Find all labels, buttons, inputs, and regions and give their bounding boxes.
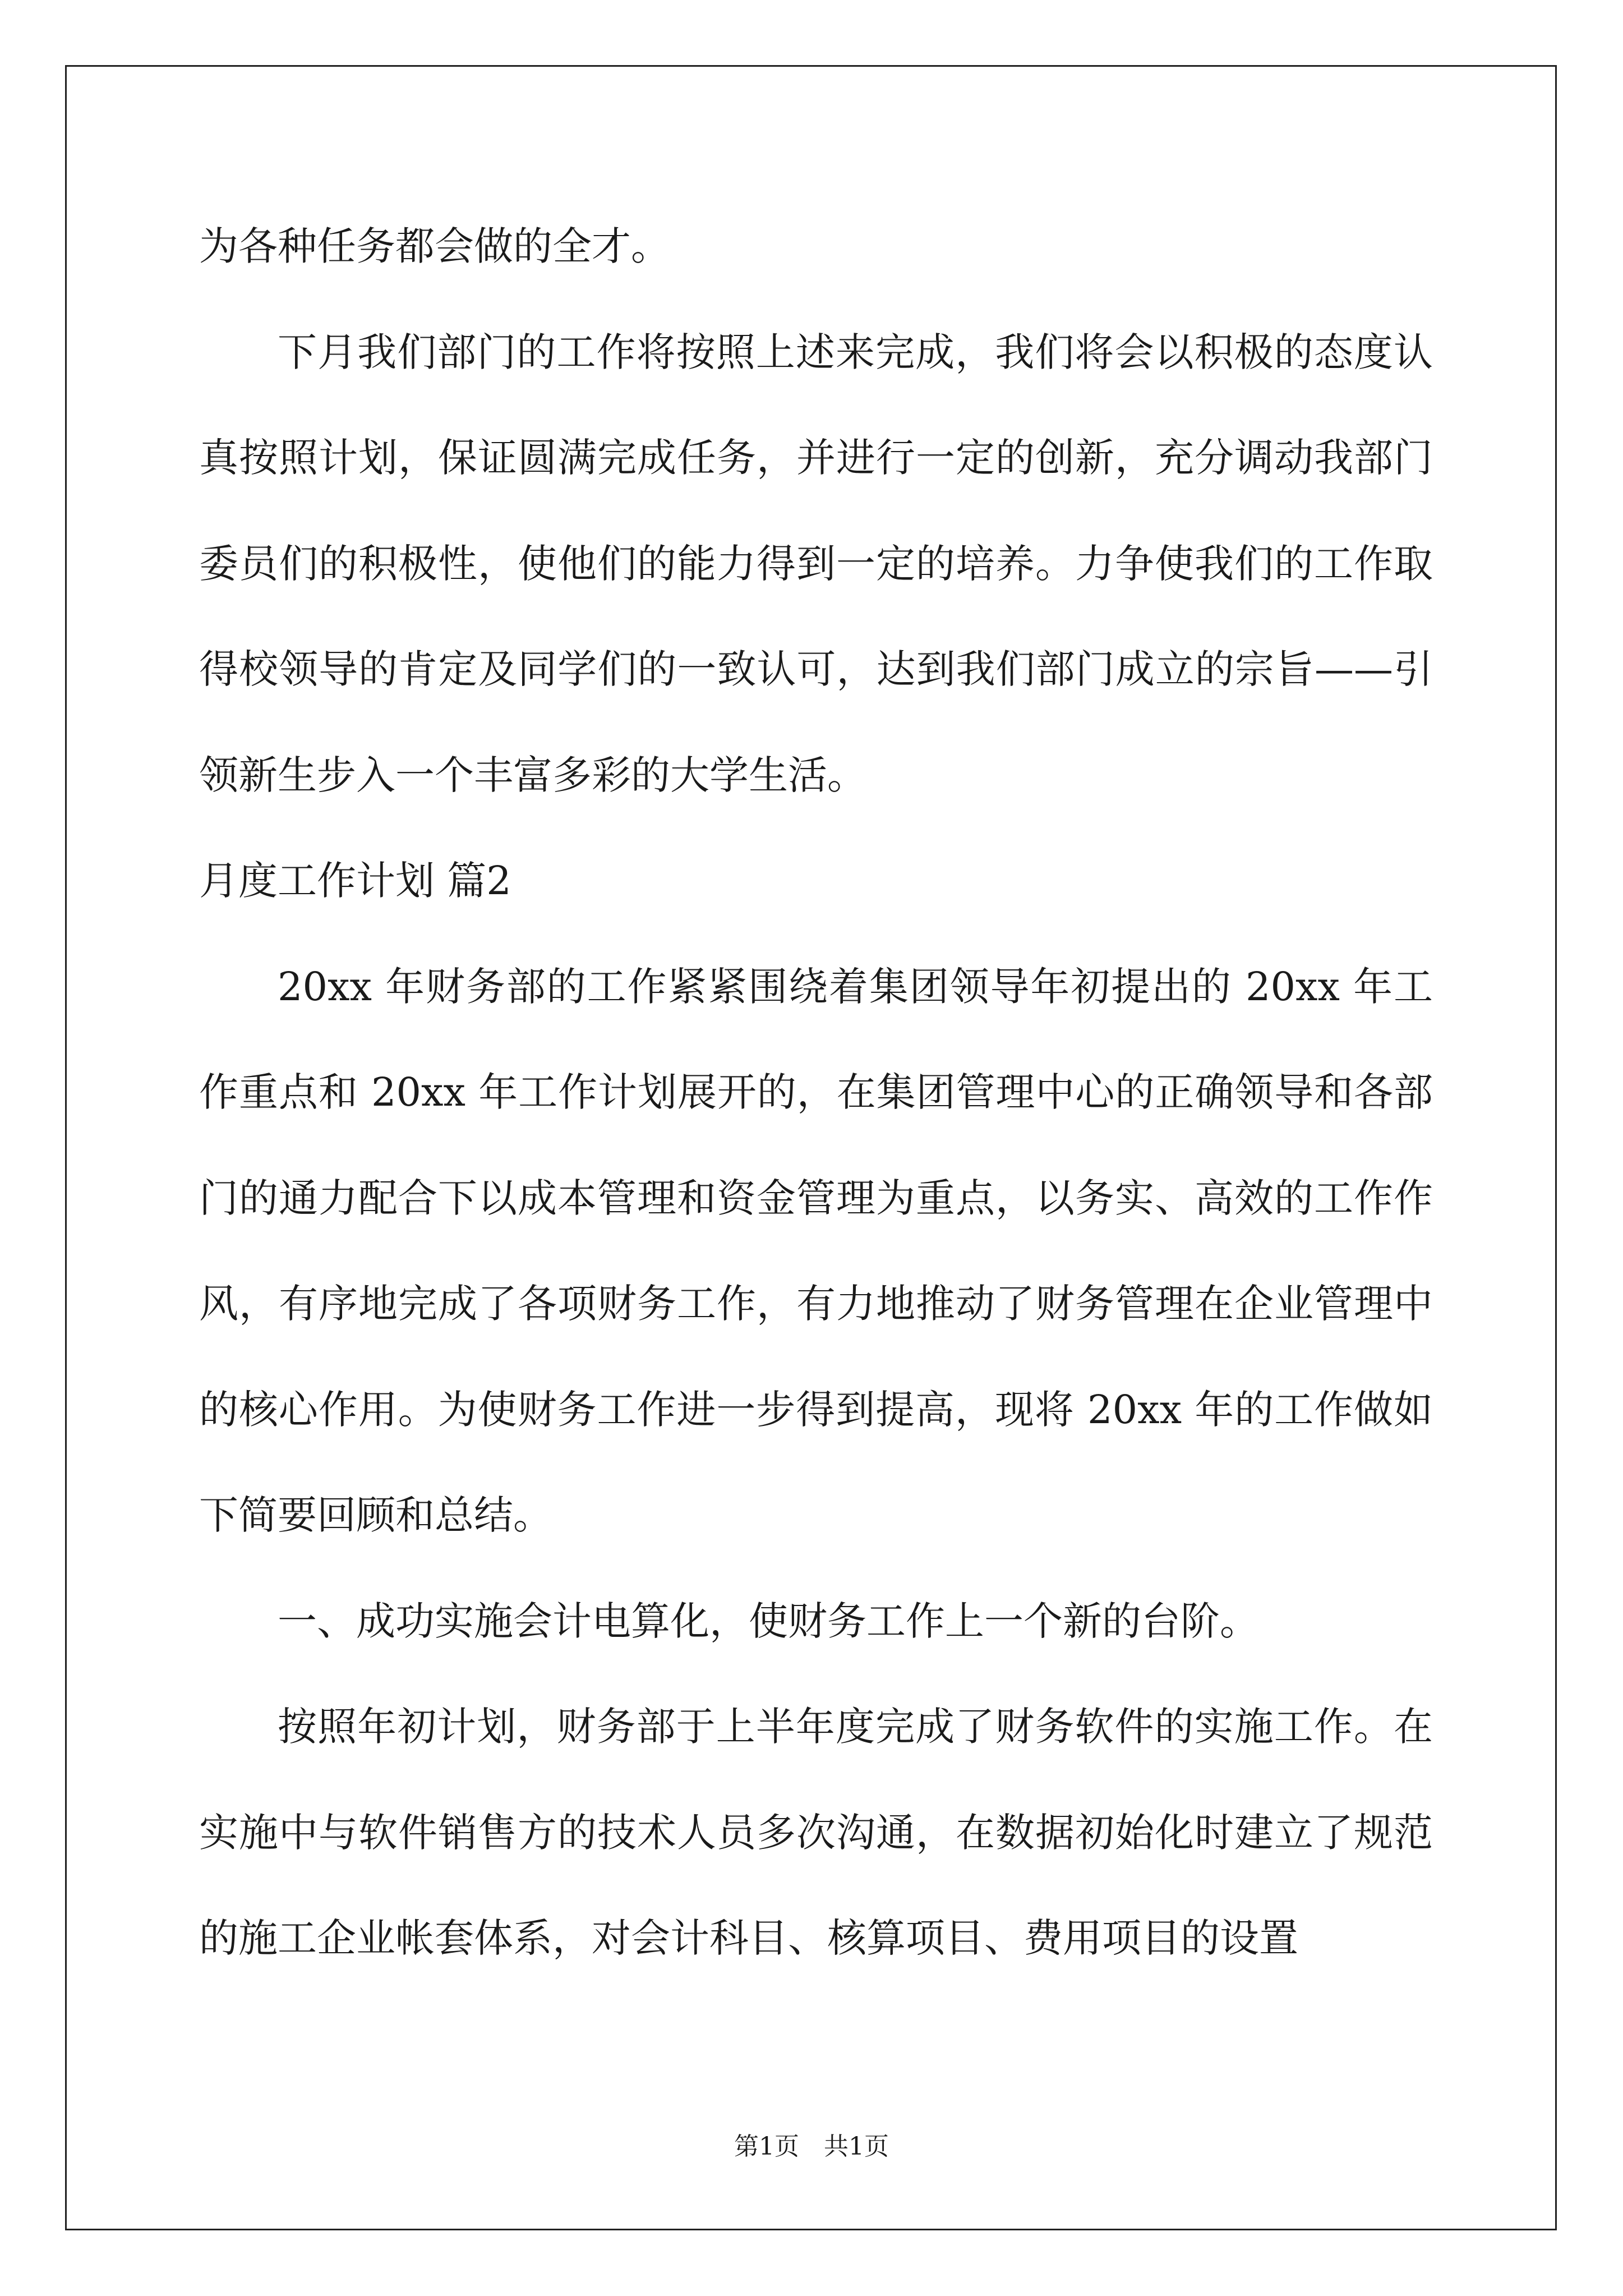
- document-body: [199, 194, 1433, 1991]
- paragraph-5: 按照年初计划，财务部于上半年度完成了财务软件的实施工作。在实施中与软件销售方的技术人员多次沟通，在数据初始化时建立了规范的施工企业帐套体系，对会计科目、核算项目、费用项目的设置: [199, 1704, 1433, 1961]
- page-footer: 第1页 共1页: [734, 2132, 889, 2161]
- section-heading: 月度工作计划 篇2: [199, 858, 511, 904]
- paragraph-2: 下月我们部门的工作将按照上述来完成，我们将会以积极的态度认真按照计划，保证圆满完成任务，并进行一定的创新，充分调动我部门委员们的积极性，使他们的能力得到一定的培养。力争使我们的工作取得校领导的肯定及同学们的一致认可，达到我们部门成立的宗旨——引领新生步入一个丰富多彩的大学生活。: [199, 329, 1433, 798]
- paragraph-4: 一、成功实施会计电算化，使财务工作上一个新的台阶。: [278, 1598, 1259, 1644]
- paragraph-3: 20xx 年财务部的工作紧紧围绕着集团领导年初提出的 20xx 年工作重点和 20xx 年工作计划展开的，在集团管理中心的正确领导和各部门的通力配合下以成本管理和资金管理为重点，以务实、高效的工作作风，有序地完成了各项财务工作，有力地推动了财务管理在企业管理中的核心作用。为使财务工作进一步得到提高，现将 20xx 年的工作做如下简要回顾和总结。: [199, 963, 1433, 1538]
- paragraph-1: 为各种任务都会做的全才。: [199, 223, 670, 269]
